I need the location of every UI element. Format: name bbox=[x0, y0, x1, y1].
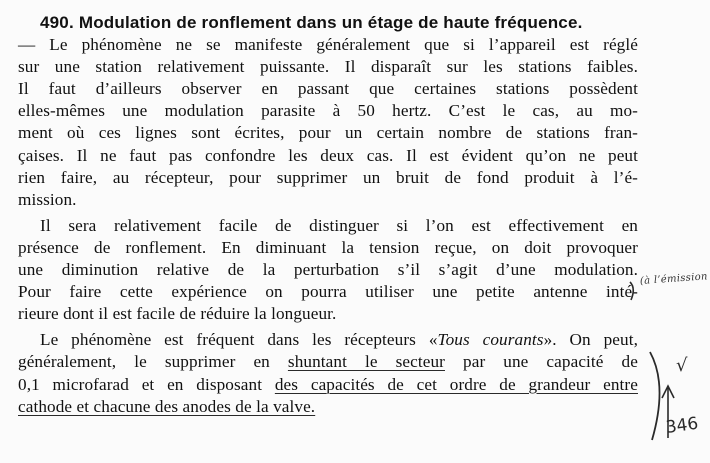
paragraph-line: Pour faire cette expérience on pourra utiliser une petite antenne inté- bbox=[18, 282, 638, 302]
paragraph-line: Il sera relativement facile de distinguer si l’on est effectivement en bbox=[40, 215, 638, 235]
margin-page-number: 346 bbox=[664, 413, 700, 438]
text-segment: ». On peut, bbox=[543, 330, 638, 350]
paragraph-line bbox=[18, 374, 638, 396]
paragraph-line: rien faire, au récepteur, pour supprimer un bruit de fond produit à l’é- bbox=[18, 167, 638, 187]
margin-note: (à l’émission bbox=[639, 271, 709, 287]
section-heading bbox=[18, 12, 638, 34]
text-segment: Le phénomène est fréquent dans les récepteurs « bbox=[40, 330, 438, 350]
paragraph-line: Il faut d’ailleurs observer en passant que certaines stations possèdent bbox=[18, 79, 638, 99]
text-segment: généralement, le supprimer en bbox=[18, 352, 270, 372]
paragraph-line: sur une station relativement puissante. Il disparaît sur les stations faibles. bbox=[18, 57, 638, 77]
check-mark-icon: √ bbox=[676, 355, 688, 376]
underlined-phrase: des capacités de cet ordre de grandeur entre bbox=[274, 374, 638, 394]
paragraph-line bbox=[18, 396, 638, 418]
paragraph-line bbox=[18, 329, 638, 351]
paragraph-3 bbox=[18, 329, 638, 417]
paragraph-line bbox=[18, 351, 638, 373]
paragraph-line: — Le phénomène ne se manifeste généralement que si l’appareil est réglé bbox=[18, 35, 638, 55]
paragraph-2 bbox=[18, 215, 638, 325]
italic-term: Tous courants bbox=[437, 330, 544, 350]
underlined-phrase: cathode et chacune des anodes de la valve. bbox=[18, 396, 316, 416]
paragraph-line: présence de ronflement. En diminuant la tension reçue, on doit provoquer bbox=[18, 237, 638, 257]
paragraph-line: rieure dont il est facile de réduire la longueur. bbox=[18, 304, 337, 324]
paragraph-line: mission. bbox=[18, 189, 77, 209]
section-title: Modulation de ronflement dans un étage de haute fréquence. bbox=[78, 13, 583, 32]
paragraph-line: elles-mêmes une modulation parasite à 50 hertz. C’est le cas, au mo- bbox=[18, 101, 638, 121]
text-segment: par une capacité de bbox=[463, 352, 638, 372]
paragraph-line: une diminution relative de la perturbation s’il s’agit d’une modulation. bbox=[18, 260, 638, 280]
paragraph-line: çaises. Il ne faut pas confondre les deux cas. Il est évident qu’on ne peut bbox=[18, 145, 638, 165]
text-segment: 0,1 microfarad et en disposant bbox=[18, 374, 263, 394]
paragraph-line: ment où ces lignes sont écrites, pour un certain nombre de stations fran- bbox=[18, 123, 638, 143]
arrow-head bbox=[662, 386, 674, 398]
section-number: 490. bbox=[40, 13, 74, 32]
margin-brace bbox=[650, 352, 660, 440]
paragraph-1 bbox=[18, 34, 638, 211]
text-body bbox=[18, 12, 638, 418]
underlined-phrase: shuntant le secteur bbox=[287, 352, 445, 372]
